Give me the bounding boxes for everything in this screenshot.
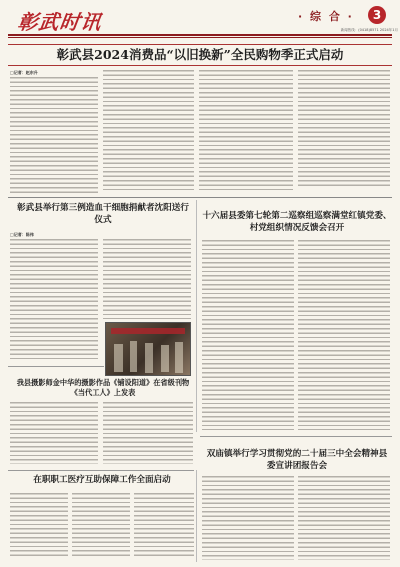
photo-figure-4 [161,345,169,372]
divider-hospital [8,470,194,471]
news-photo [105,322,191,376]
divider-photo-article [8,366,104,367]
study-text-col-2 [298,476,390,560]
masthead-rule [8,34,392,36]
lead-byline: □记者：赵东升 [10,70,38,75]
hospital-text-col-3 [134,493,194,559]
photographer-headline: 我县摄影师金中华的摄影作品《铺设阳道》在省级刊物《当代工人》上发表 [16,378,190,397]
hospital-headline: 在职职工医疗互助保障工作全面启动 [33,475,171,485]
photo-figure-1 [114,344,122,373]
study-text-col-1 [202,476,294,560]
photo-article-col-2 [103,402,193,464]
blood-byline: □记者：陈伟 [10,232,34,237]
photo-article-col-1 [10,402,98,464]
lead-text-col-1 [10,77,98,193]
lead-text-col-4 [298,70,390,188]
blood-text-col-1 [10,239,98,361]
lead-text-col-3 [199,70,293,193]
hospital-text-col-2 [72,493,130,559]
column-divider-bottom [196,470,197,562]
blood-donation-headline: 彰武县举行第三例造血干细胞捐献者沈阳送行仪式 [17,203,189,225]
inspection-text-col-1 [202,240,294,430]
newspaper-logo: 彰武时讯 [16,10,104,34]
photo-banner [111,328,185,334]
lead-headline: 彰武县2024消费品“以旧换新”全民购物季正式启动 [8,44,392,66]
blood-text-col-2 [103,239,191,319]
section-label: · 综 合 · [298,10,354,23]
photo-figure-2 [130,341,138,372]
inspection-headline: 十六届县委第七轮第二巡察组巡察满堂红镇党委、村党组织情况反馈会召开 [202,211,392,233]
column-divider-mid [196,200,197,432]
page-number-badge: 3 [368,6,386,24]
masthead [8,6,398,34]
lead-text-col-2 [103,70,194,193]
hospital-text-col-1 [10,493,68,559]
photo-figure-3 [145,343,153,373]
issue-info: 新闻热线：(0418)8571 2024年1月 [340,28,398,32]
study-session-headline: 双庙镇举行学习贯彻党的二十届三中全会精神县委宣讲团报告会 [206,449,388,471]
photo-figure-5 [175,342,183,373]
inspection-text-col-2 [298,240,390,430]
divider-study [200,436,392,437]
masthead-rule-thin [8,37,392,38]
section-divider-1 [8,197,392,198]
